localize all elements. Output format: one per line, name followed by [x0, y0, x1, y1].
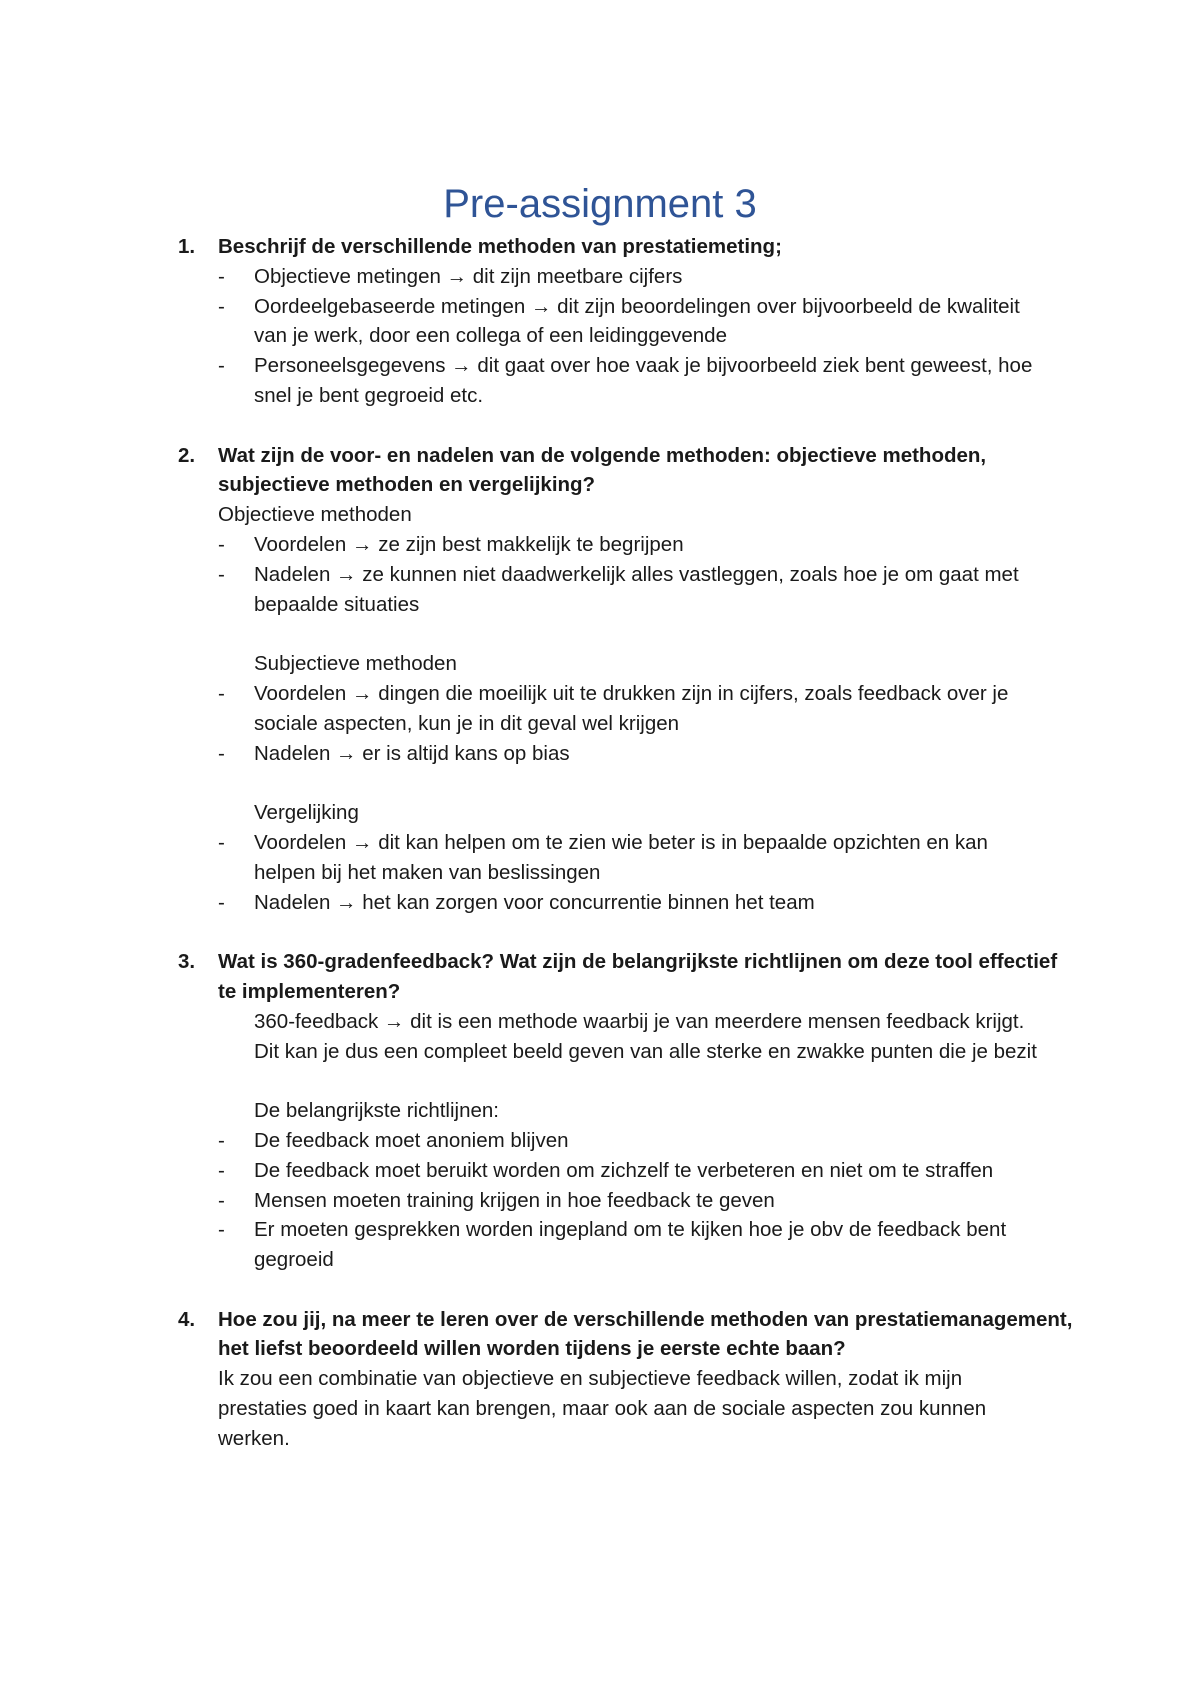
list-item — [178, 262, 1078, 292]
list-item — [178, 560, 1078, 620]
list-item — [178, 739, 1078, 769]
bullet-text: Oordeelgebaseerde metingen → dit zijn beoordelingen over bijvoorbeeld de kwaliteit van je werk, door een collega of een leidinggevende — [254, 294, 1020, 348]
bullet-text: Voordelen → ze zijn best makkelijk te begrijpen — [254, 532, 684, 556]
list-item — [178, 679, 1078, 739]
list-item — [178, 1186, 1078, 1216]
spacer — [178, 619, 1078, 649]
bullet-marker: - — [218, 294, 225, 318]
list-item — [178, 888, 1078, 918]
section-heading: Subjectieve methoden — [254, 652, 457, 676]
question-2 — [178, 441, 1078, 501]
bullet-marker: - — [218, 1188, 225, 1212]
bullet-text: Voordelen → dingen die moeilijk uit te drukken zijn in cijfers, zoals feedback over je sociale aspecten, kun je in dit geval wel krijgen — [254, 681, 1009, 735]
document-title: Pre-assignment 3 — [443, 182, 757, 226]
spacer — [178, 1275, 1078, 1305]
list-item — [178, 1126, 1078, 1156]
answer-paragraph: Ik zou een combinatie van objectieve en subjectieve feedback willen, zodat ik mijn prestaties goed in kaart kan brengen, maar ook aan de sociale aspecten zou kunnen werken. — [218, 1367, 987, 1450]
bullet-text: Voordelen → dit kan helpen om te zien wie beter is in bepaalde opzichten en kan helpen bij het maken van beslissingen — [254, 830, 988, 884]
bullet-text: De feedback moet beruikt worden om zichzelf te verbeteren en niet om te straffen — [254, 1158, 994, 1182]
bullet-text: De feedback moet anoniem blijven — [254, 1128, 569, 1152]
bullet-marker: - — [218, 1128, 225, 1152]
spacer — [178, 917, 1078, 947]
bullet-text: Nadelen → er is altijd kans op bias — [254, 741, 570, 765]
question-text: Hoe zou jij, na meer te leren over de verschillende methoden van prestatiemanagement, het liefst beoordeeld willen worden tijdens je eerste echte baan? — [218, 1307, 1073, 1361]
bullet-text: Nadelen → het kan zorgen voor concurrentie binnen het team — [254, 890, 815, 914]
section-heading: De belangrijkste richtlijnen: — [254, 1099, 499, 1123]
question-number: 3. — [178, 950, 196, 974]
list-item — [178, 351, 1078, 411]
list-item — [178, 1215, 1078, 1275]
bullet-text: Nadelen → ze kunnen niet daadwerkelijk alles vastleggen, zoals hoe je om gaat met bepaalde situaties — [254, 562, 1019, 616]
question-4 — [178, 1305, 1078, 1365]
bullet-marker: - — [218, 1158, 225, 1182]
question-number: 4. — [178, 1307, 196, 1331]
question-text: Wat is 360-gradenfeedback? Wat zijn de belangrijkste richtlijnen om deze tool effectief te implementeren? — [218, 950, 1058, 1003]
bullet-marker: - — [218, 532, 225, 556]
list-item — [178, 292, 1078, 352]
question-number: 1. — [178, 235, 196, 258]
question-text: Beschrijf de verschillende methoden van prestatiemeting; — [218, 235, 782, 258]
bullet-marker: - — [218, 562, 225, 586]
bullet-text: Er moeten gesprekken worden ingepland om te kijken hoe je obv de feedback bent gegroeid — [254, 1218, 1007, 1272]
spacer — [178, 1066, 1078, 1096]
bullet-marker: - — [218, 890, 225, 914]
list-item — [178, 1156, 1078, 1186]
bullet-marker: - — [218, 741, 225, 765]
answer-paragraph: 360-feedback → dit is een methode waarbij je van meerdere mensen feedback krijgt. Dit kan je dus een compleet beeld geven van alle sterke en zwakke punten die je bezit — [254, 1009, 1037, 1063]
bullet-marker: - — [218, 830, 225, 854]
question-number: 2. — [178, 443, 196, 467]
bullet-marker: - — [218, 681, 225, 705]
bullet-text: Mensen moeten training krijgen in hoe feedback te geven — [254, 1188, 775, 1212]
list-item — [178, 530, 1078, 560]
bullet-text: Objectieve metingen → dit zijn meetbare cijfers — [254, 264, 683, 288]
bullet-marker: - — [218, 264, 225, 288]
bullet-marker: - — [218, 1218, 225, 1242]
list-item — [178, 828, 1078, 888]
section-heading: Objectieve methoden — [218, 503, 412, 527]
spacer — [178, 768, 1078, 798]
section-heading: Vergelijking — [254, 801, 359, 825]
question-text: Wat zijn de voor- en nadelen van de volgende methoden: objectieve methoden, subjectieve methoden en vergelijking? — [218, 443, 987, 497]
spacer — [178, 411, 1078, 441]
bullet-text: Personeelsgegevens → dit gaat over hoe vaak je bijvoorbeeld ziek bent geweest, hoe snel je bent gegroeid etc. — [254, 354, 1033, 407]
bullet-marker: - — [218, 354, 225, 378]
document-body — [178, 232, 1078, 1454]
question-3 — [178, 947, 1078, 1007]
question-1 — [178, 232, 1078, 262]
